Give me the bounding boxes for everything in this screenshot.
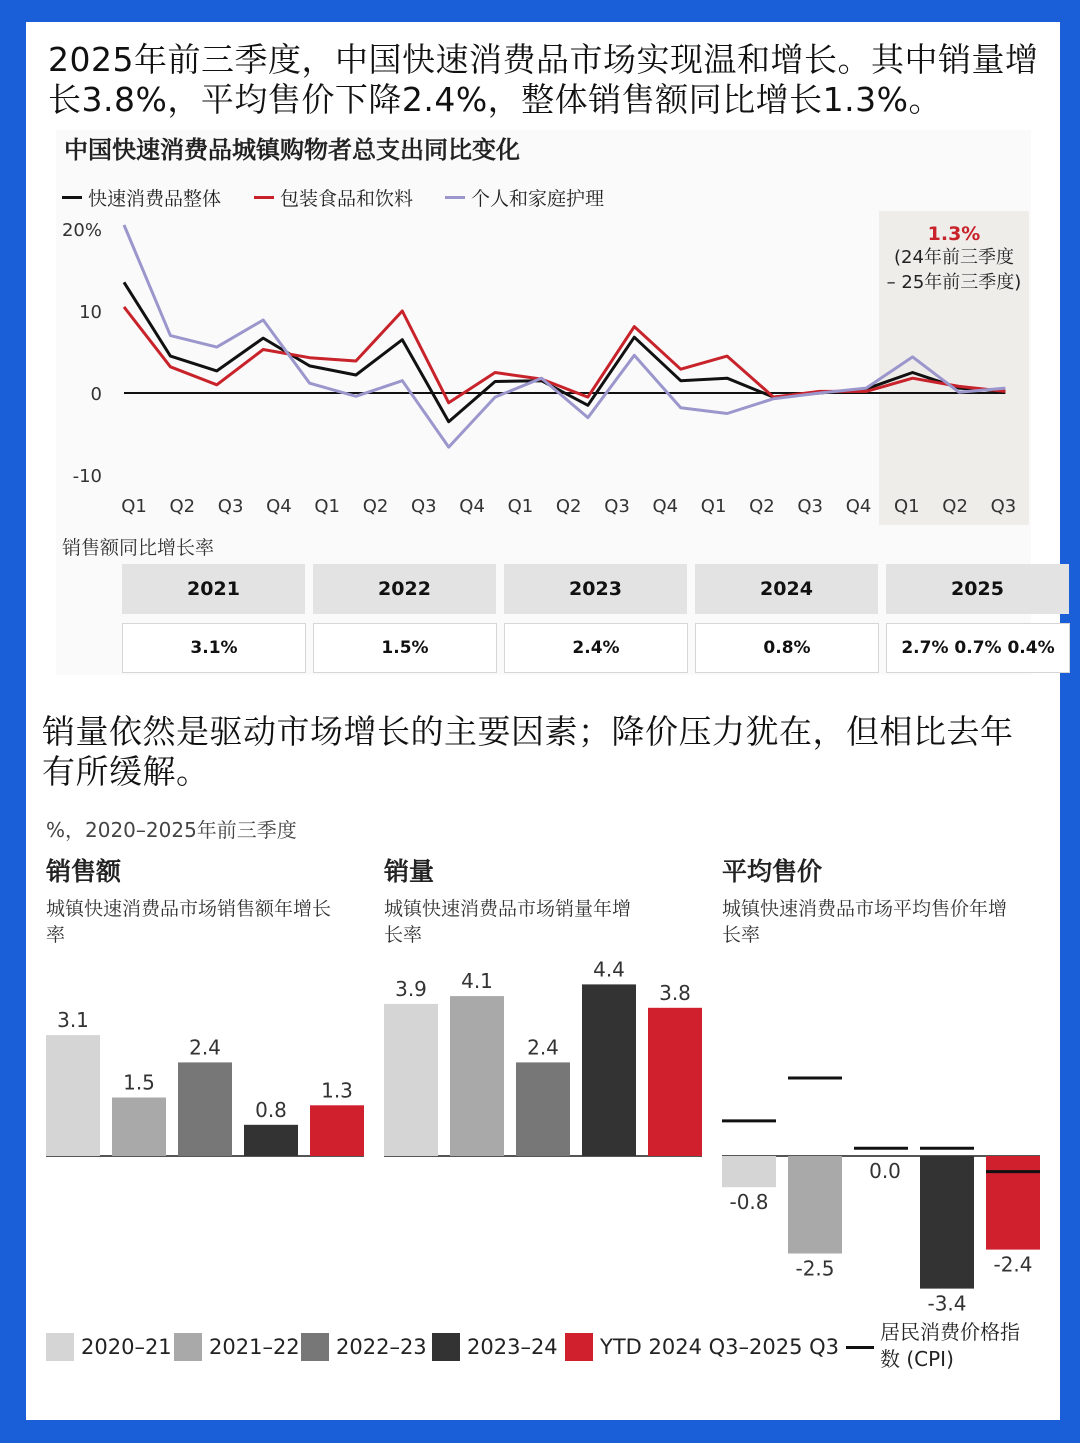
bar-legend-label: YTD 2024 Q3–2025 Q3 [600, 1335, 840, 1359]
bar-legend-item [301, 1333, 427, 1361]
bar-legend-swatch [432, 1333, 460, 1361]
bar-legend-item [46, 1333, 172, 1361]
x-tick-label: Q2 [362, 496, 389, 517]
legend-food-label: 包装食品和饮料 [280, 188, 414, 210]
price-bar [722, 1156, 776, 1187]
bar-legend-label: 2021–22 [209, 1335, 300, 1359]
x-tick-label: Q1 [700, 496, 727, 517]
bar-legend-item [174, 1333, 300, 1361]
bar-legend-swatch [46, 1333, 74, 1361]
price-bar [920, 1156, 974, 1289]
y-tick-label: 10 [79, 302, 102, 323]
table-cell-2024: 0.8% [695, 623, 879, 673]
x-tick-label: Q2 [749, 496, 775, 517]
volume-chart-subtitle: 城镇快速消费品市场销量年增长率 [384, 898, 632, 946]
price-chart-title: 平均售价 [722, 857, 823, 886]
price-bar-label: -0.8 [729, 1190, 769, 1215]
price-bar-label: 0.0 [869, 1159, 901, 1183]
x-tick-label: Q3 [410, 496, 437, 517]
x-tick-label: Q4 [459, 496, 485, 517]
table-title: 销售额同比增长率 [62, 537, 215, 559]
price-bar-label: -2.4 [993, 1252, 1033, 1277]
sales-chart-subtitle: 城镇快速消费品市场销售额年增长率 [46, 898, 332, 946]
sales-bar [112, 1098, 166, 1157]
volume-bar [582, 984, 636, 1156]
highlight-label-line: (24年前三季度 [894, 247, 1014, 268]
table-header-2024: 2024 [695, 564, 878, 614]
sales-bar [178, 1062, 232, 1156]
headline-bottom: 销量依然是驱动市场增长的主要因素；降价压力犹在，但相比去年有所缓解。 [42, 712, 1014, 791]
volume-bar [516, 1062, 570, 1156]
x-tick-label: Q3 [797, 496, 824, 517]
table-cell-2023: 2.4% [504, 623, 688, 673]
bar-legend-swatch [174, 1333, 202, 1361]
y-tick-label: 0 [90, 384, 102, 405]
x-tick-label: Q3 [604, 496, 630, 517]
volume-bar-label: 2.4 [527, 1035, 559, 1060]
sales-bar-label: 1.3 [321, 1078, 353, 1103]
x-tick-label: Q1 [893, 496, 920, 517]
cpi-legend-label: 居民消费价格指数 (CPI) [880, 1320, 1020, 1371]
x-tick-label: Q3 [990, 496, 1017, 517]
sales-bar-label: 0.8 [255, 1097, 287, 1122]
line-chart-title: 中国快速消费品城镇购物者总支出同比变化 [64, 136, 520, 164]
table-header-2025: 2025 [886, 564, 1069, 614]
sales-bar-label: 3.1 [57, 1008, 89, 1033]
sales-bar-label: 2.4 [189, 1035, 221, 1060]
price-chart-subtitle: 城镇快速消费品市场平均售价年增长率 [722, 898, 1008, 946]
x-tick-label: Q2 [169, 496, 196, 517]
table-header-2021: 2021 [122, 564, 305, 614]
volume-bar [450, 996, 504, 1156]
table-cell-2021: 3.1% [122, 623, 306, 673]
sales-bar [244, 1125, 298, 1156]
x-tick-label: Q2 [555, 496, 582, 517]
bar-legend-item [432, 1333, 558, 1361]
bar-legend-label: 2022–23 [336, 1335, 427, 1359]
volume-bar [384, 1004, 438, 1156]
bar-legend-item [565, 1333, 839, 1361]
bars-caption: %，2020–2025年前三季度 [46, 818, 297, 842]
bar-legend-label: 2020–21 [81, 1335, 172, 1359]
legend-care-label: 个人和家庭护理 [471, 188, 605, 210]
highlight-label-line: – 25年前三季度) [886, 272, 1022, 293]
x-tick-label: Q2 [942, 496, 968, 517]
x-tick-label: Q1 [121, 496, 147, 517]
price-bar-label: -2.5 [795, 1256, 835, 1281]
volume-bar-label: 3.9 [395, 976, 427, 1001]
bar-legend-label: 2023–24 [467, 1335, 558, 1359]
sales-chart-title: 销售额 [46, 857, 122, 886]
legend-total-label: 快速消费品整体 [88, 188, 222, 210]
volume-bar-label: 3.8 [659, 980, 691, 1005]
x-tick-label: Q1 [314, 496, 341, 517]
sales-bar-label: 1.5 [123, 1070, 155, 1095]
x-tick-label: Q4 [266, 496, 292, 517]
sales-bar [310, 1105, 364, 1156]
table-header-2022: 2022 [313, 564, 496, 614]
table-header-2023: 2023 [504, 564, 687, 614]
price-bar-label: -3.4 [927, 1291, 967, 1316]
price-bar [986, 1156, 1040, 1250]
y-tick-label: 20% [61, 220, 102, 241]
bar-legend-swatch [565, 1333, 593, 1361]
highlight-value: 1.3% [927, 223, 981, 245]
x-tick-label: Q3 [217, 496, 244, 517]
headline-top: 2025年前三季度，中国快速消费品市场实现温和增长。其中销量增长3.8%，平均售价下降2.4%，整体销售额同比增长1.3%。 [48, 40, 1039, 119]
table-cell-2025: 2.7% 0.7% 0.4% [886, 623, 1070, 673]
sales-bar [46, 1035, 100, 1156]
bar-legend-swatch [301, 1333, 329, 1361]
x-tick-label: Q4 [652, 496, 679, 517]
volume-bar-label: 4.1 [461, 969, 493, 994]
x-tick-label: Q1 [507, 496, 534, 517]
x-tick-label: Q4 [845, 496, 872, 517]
cpi-legend-swatch [846, 1346, 874, 1349]
volume-chart-title: 销量 [384, 857, 435, 886]
price-bar [788, 1156, 842, 1254]
volume-bar [648, 1008, 702, 1156]
table-cell-2022: 1.5% [313, 623, 497, 673]
y-tick-label: -10 [72, 466, 102, 487]
volume-bar-label: 4.4 [593, 957, 625, 982]
